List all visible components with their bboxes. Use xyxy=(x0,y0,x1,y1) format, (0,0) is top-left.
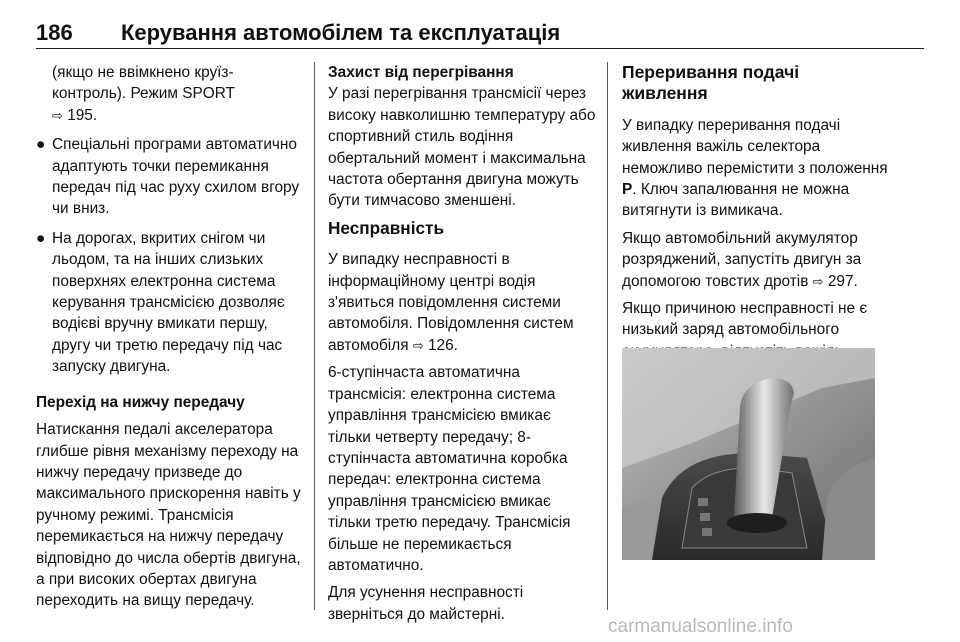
page-ref-arrow-icon: ⇨ xyxy=(812,273,824,289)
bullet-icon: ● xyxy=(36,229,46,247)
page-ref-link[interactable]: 195. xyxy=(67,106,98,124)
list-item: ● На дорогах, вкритих снігом чи льодом, та на інших слизьких поверхнях електронна система керування трансмісією дозволяє водієві вручну вмикати першу, другу чи третю передачу під час запуску двигуна. xyxy=(36,229,285,376)
page-ref-arrow-icon: ⇨ xyxy=(412,337,424,353)
paragraph: У випадку переривання подачі живлення важіль селектора неможливо перемістити з положення P. Ключ запалювання не можна витягнути із вимикача. xyxy=(622,116,888,220)
section-heading: Несправність xyxy=(328,217,445,238)
section-heading: Захист від перегрівання xyxy=(328,64,514,81)
list-item: ● Спеціальні програми автоматично адаптують точки перемикання передач під час руху схилом вгору чи вниз. xyxy=(36,136,300,218)
page-number: 186 xyxy=(36,20,73,45)
paragraph: У випадку несправності в інформаційному центрі водія з'явиться повідомлення системи автомобіля. Повідомлення систем автомобіля ⇨ 126. xyxy=(328,251,574,354)
paragraph: Для усунення несправності зверніться до майстерні. xyxy=(328,584,524,623)
paragraph: 6-ступінчаста автоматична трансмісія: електронна система управління трансмісією вмикає тільки четверту передачу; 8-ступінчаста автоматична коробка передач: електронна система управління трансмісією вмикає тільки третю передачу. Трансмісія більше не перемикається автоматично. xyxy=(328,364,571,574)
chapter-title: Керування автомобілем та експлуатація xyxy=(121,20,561,45)
watermark: carmanualsonline.info xyxy=(608,616,793,637)
paragraph: Натискання педалі акселератора глибше рівня механізму переходу на нижчу передачу призведе до максимального прискорення навіть у ручному режимі. Трансмісія перемикається на нижчу передачу відповідно до числа обертів двигуна, а при високих обертах двигуна переходить на вищу передачу. xyxy=(36,421,301,610)
page-ref-link[interactable]: 126. xyxy=(428,336,458,354)
continued-text: (якщо не ввімкнено круїз- контроль). Режим SPORT ⇨ 195. xyxy=(52,64,235,124)
column-1 xyxy=(36,62,302,618)
column-divider-2 xyxy=(607,62,608,610)
column-2 xyxy=(328,62,596,631)
paragraph: Якщо причиною несправності не є низький заряд автомобільного xyxy=(622,300,868,339)
gear-selector-photo xyxy=(622,348,875,560)
paragraph: У разі перегрівання трансмісії через високу навколишню температуру або спортивний стиль водіння обертальний момент і максимальна частота обертання двигуна можуть бути тимчасово зменшені. xyxy=(328,85,596,210)
bullet-icon: ● xyxy=(36,136,46,154)
section-heading: Переривання подачі живлення xyxy=(622,62,800,104)
page-ref-arrow-icon: ⇨ xyxy=(52,107,63,123)
paragraph: Якщо автомобільний акумулятор розряджений, запустіть двигун за допомогою товстих дротів ⇨ 297. xyxy=(622,229,862,290)
column-divider-1 xyxy=(314,62,315,610)
page-header xyxy=(36,14,924,49)
section-heading: Перехід на нижчу передачу xyxy=(36,393,245,411)
page-ref-link[interactable]: 297. xyxy=(827,272,858,290)
